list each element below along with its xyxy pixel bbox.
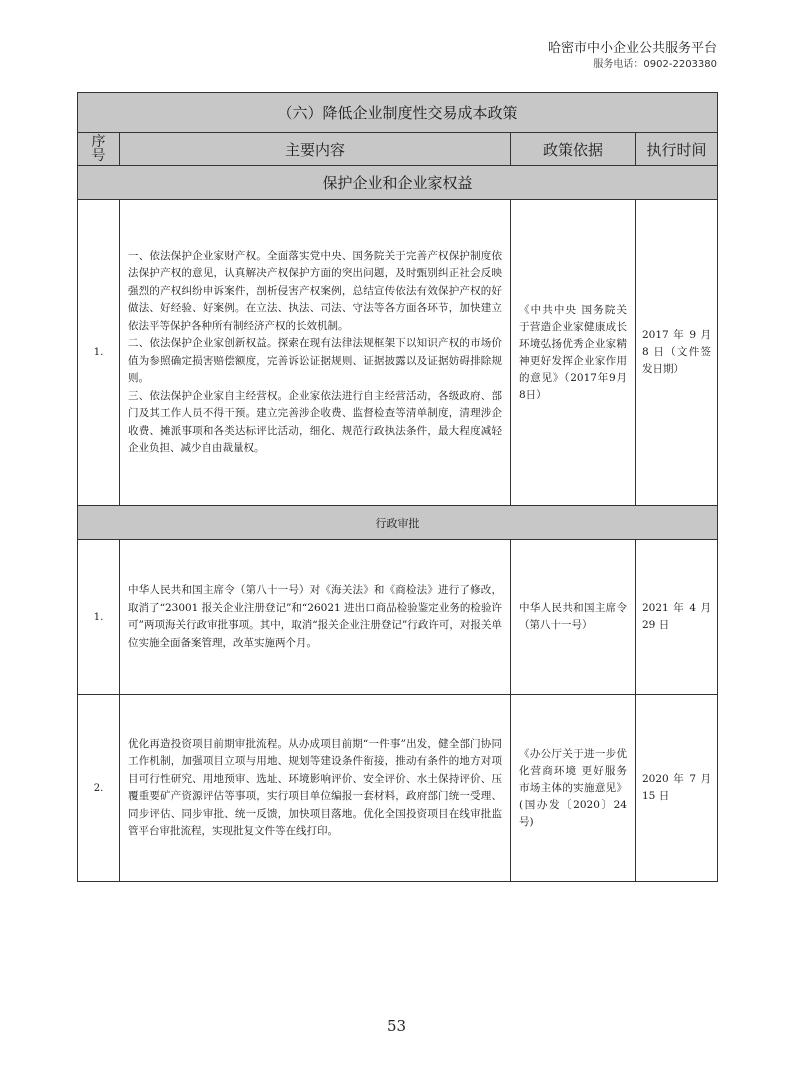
row-seq: 2.: [78, 695, 120, 882]
content-paragraph: 三、依法保护企业家自主经营权。企业家依法进行自主经营活动，各级政府、部门及其工作人员不得干预。建立完善涉企收费、监督检查等清单制度，清理涉企收费、摊派事项和各类达标评比活动，细化、规范行政执法条件，最大程度减轻企业负担、减少自由裁量权。: [128, 389, 502, 454]
row-content: [120, 200, 511, 506]
content-paragraph: 一、依法保护企业家财产权。全面落实党中央、国务院关于完善产权保护制度依法保护产权的意见，认真解决产权保护方面的突出问题，及时甄别纠正社会反映强烈的产权纠纷申诉案件，剖析侵害产权案例，总结宣传依法有效保护产权的好做法、好经验、好案例。在立法、执法、司法、守法等各方面各环节，加快建立依法平等保护各种所有制经济产权的长效机制。: [128, 249, 502, 332]
section-row-approval: [78, 506, 718, 540]
column-header-basis: 政策依据: [511, 133, 636, 166]
page-header: [548, 40, 717, 72]
table-title: （六）降低企业制度性交易成本政策: [78, 93, 718, 133]
section-row-rights: [78, 166, 718, 200]
table-row: [78, 540, 718, 695]
column-header-content: 主要内容: [120, 133, 511, 166]
column-header-time: 执行时间: [636, 133, 718, 166]
row-basis: 《中共中央 国务院关于营造企业家健康成长环境弘扬优秀企业家精神更好发挥企业家作用的意见》（2017年9月8日）: [511, 200, 636, 506]
table-row: [78, 695, 718, 882]
content-paragraph: 中华人民共和国主席令（第八十一号）对《海关法》和《商检法》进行了修改，取消了“23001 报关企业注册登记”和“26021 进出口商品检验鉴定业务的检验许可”两项海关行政审批事项。其中，取消“报关企业注册登记”行政许可，对报关单位实施全面备案管理，改革实施两个月。: [128, 584, 502, 649]
row-seq: 1.: [78, 200, 120, 506]
policy-table: [77, 92, 718, 882]
row-time: 2021 年 4 月 29 日: [636, 540, 718, 695]
table-row: [78, 200, 718, 506]
row-content: [120, 695, 511, 882]
section-title: 保护企业和企业家权益: [78, 166, 718, 200]
column-header-seq: 序号: [78, 133, 120, 166]
table-header-row: [78, 133, 718, 166]
content-paragraph: 二、依法保护企业家创新权益。探索在现有法律法规框架下以知识产权的市场价值为参照确定损害赔偿额度，完善诉讼证据规则、证据披露以及证据妨碍排除规则。: [128, 337, 502, 384]
row-basis: 《办公厅关于进一步优化营商环境 更好服务市场主体的实施意见》(国办发〔2020〕24 号): [511, 695, 636, 882]
row-basis: 中华人民共和国主席令（第八十一号）: [511, 540, 636, 695]
page-number: 53: [386, 1017, 407, 1035]
row-time: 2020 年 7 月 15 日: [636, 695, 718, 882]
service-phone: 服务电话：0902-2203380: [593, 59, 717, 70]
content-paragraph: 优化再造投资项目前期审批流程。从办成项目前期“一件事”出发，健全部门协同工作机制，加强项目立项与用地、规划等建设条件衔接，推动有条件的地方对项目可行性研究、用地预审、选址、环境影响评价、安全评价、水土保持评价、压覆重要矿产资源评估等事项，实行项目单位编报一套材料，政府部门统一受理、同步评估、同步审批、统一反馈，加快项目落地。优化全国投资项目在线审批监管平台审批流程，实现批复文件等在线打印。: [128, 737, 502, 837]
table-title-row: [78, 93, 718, 133]
row-content: [120, 540, 511, 695]
platform-name: 哈密市中小企业公共服务平台: [547, 41, 717, 56]
section-title: 行政审批: [78, 506, 718, 540]
row-time: 2017 年 9 月 8 日（文件签发日期）: [636, 200, 718, 506]
row-seq: 1.: [78, 540, 120, 695]
